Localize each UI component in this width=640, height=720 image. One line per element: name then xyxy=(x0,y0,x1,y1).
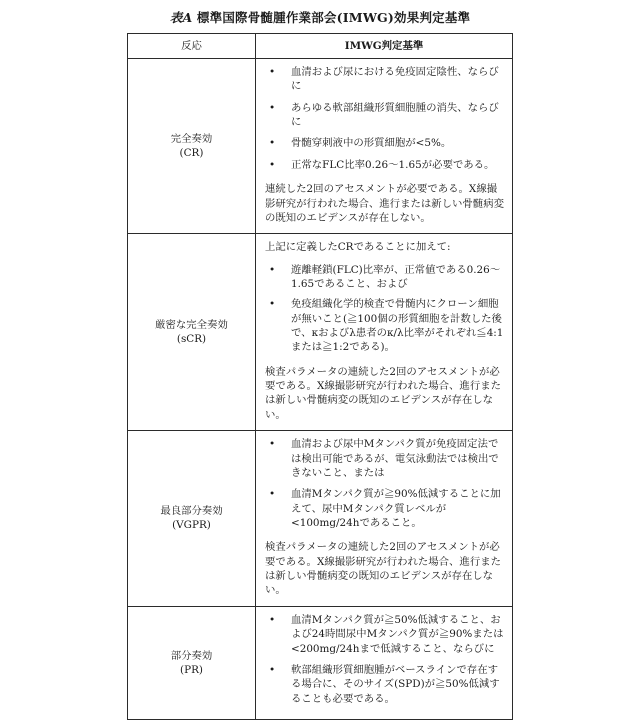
response-cell-pr xyxy=(128,606,256,719)
list-item: • 血清Mタンパク質が≧90%低減することに加えて、尿中Mタンパク質レベルが<100mg/24hであること。 xyxy=(265,487,505,530)
page-title xyxy=(0,8,640,26)
response-name: 完全奏効 xyxy=(132,132,251,146)
response-abbr: (VGPR) xyxy=(132,518,251,532)
table-row-cr xyxy=(128,59,513,234)
list-item: • 正常なFLC比率0.26～1.65が必要である。 xyxy=(265,158,505,172)
table-row-pr xyxy=(128,606,513,719)
response-criteria-table xyxy=(127,33,513,720)
response-abbr: (sCR) xyxy=(132,332,251,346)
list-item: • 血清および尿中Mタンパク質が免疫固定法では検出可能であるが、電気泳動法では検出できないこと、または xyxy=(265,437,505,480)
response-cell-vgpr xyxy=(128,431,256,607)
criteria-note: 検査パラメータの連続した2回のアセスメントが必要である。X線撮影研究が行われた場合、進行または新しい骨髄病変の既知のエビデンスが存在しない。 xyxy=(265,540,505,597)
criteria-cell-scr xyxy=(256,234,513,431)
list-item: • あらゆる軟部組織形質細胞腫の消失、ならびに xyxy=(265,101,505,130)
response-cell-scr xyxy=(128,234,256,431)
criteria-list xyxy=(265,437,505,530)
criteria-note: 検査パラメータの連続した2回のアセスメントが必要である。X線撮影研究が行われた場合、進行または新しい骨髄病変の既知のエビデンスが存在しない。 xyxy=(265,365,505,422)
criteria-cell-vgpr xyxy=(256,431,513,607)
list-item: • 血清Mタンパク質が≧50%低減すること、および24時間尿中Mタンパク質が≧90%または<200mg/24hまで低減すること、ならびに xyxy=(265,613,505,656)
response-abbr: (PR) xyxy=(132,663,251,677)
list-item: • 骨髄穿刺液中の形質細胞が<5%。 xyxy=(265,136,505,150)
criteria-list xyxy=(265,263,505,355)
response-name: 部分奏効 xyxy=(132,649,251,663)
criteria-note: 連続した2回のアセスメントが必要である。X線撮影研究が行われた場合、進行または新しい骨髄病変の既知のエビデンスが存在しない。 xyxy=(265,182,505,225)
response-name: 最良部分奏効 xyxy=(132,504,251,518)
table-row-scr xyxy=(128,234,513,431)
title-text: 標準国際骨髄腫作業部会(IMWG)効果判定基準 xyxy=(197,10,470,25)
response-name: 厳密な完全奏効 xyxy=(132,318,251,332)
header-criteria: IMWG判定基準 xyxy=(256,34,513,59)
criteria-cell-pr xyxy=(256,606,513,719)
list-item: • 血清および尿における免疫固定陰性、ならびに xyxy=(265,65,505,94)
criteria-list xyxy=(265,65,505,172)
response-cell-cr xyxy=(128,59,256,234)
list-item: • 軟部組織形質細胞腫がベースラインで存在する場合に、そのサイズ(SPD)が≧50%低減することも必要である。 xyxy=(265,663,505,706)
table-label: 表A xyxy=(170,10,193,25)
table-row-vgpr xyxy=(128,431,513,607)
criteria-list xyxy=(265,613,505,706)
list-item: • 遊離軽鎖(FLC)比率が、正常値である0.26～1.65であること、および xyxy=(265,263,505,292)
table-header-row xyxy=(128,34,513,59)
header-response: 反応 xyxy=(128,34,256,59)
list-item: • 免疫組織化学的検査で骨髄内にクローン細胞が無いこと(≧100個の形質細胞を計数した後で、κおよびλ患者のκ/λ比率がそれぞれ≦4:1または≧1:2である)。 xyxy=(265,297,505,354)
criteria-intro: 上記に定義したCRであることに加えて: xyxy=(265,240,505,254)
response-abbr: (CR) xyxy=(132,146,251,160)
criteria-cell-cr xyxy=(256,59,513,234)
